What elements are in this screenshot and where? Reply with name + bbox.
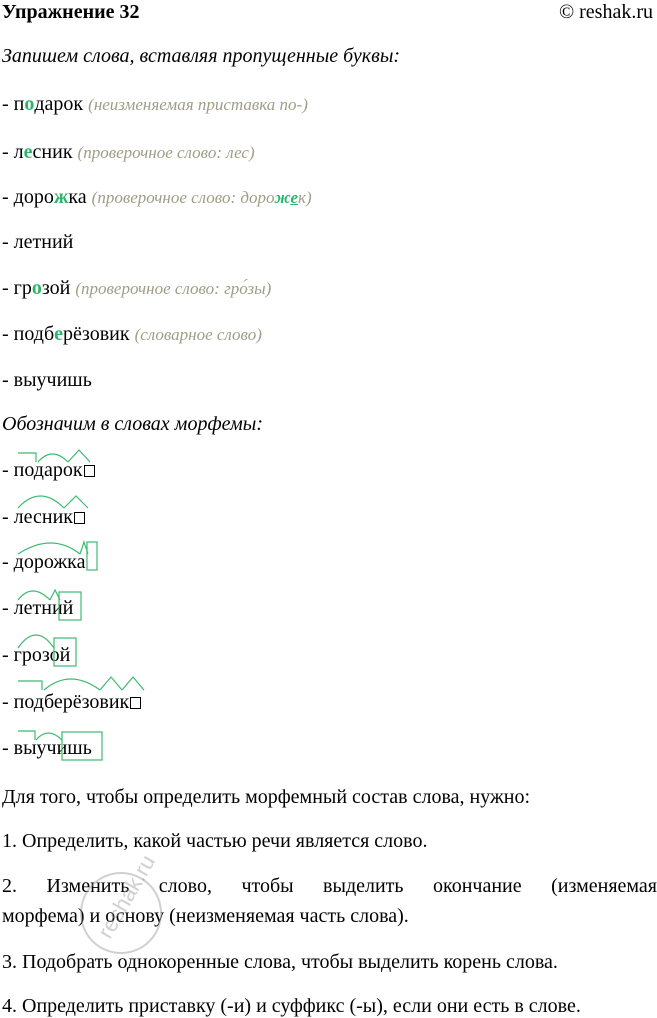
inserted-letter: е bbox=[23, 141, 33, 163]
word-item: - летний bbox=[2, 231, 74, 253]
word-hint: (проверочное слово: лес) bbox=[77, 143, 255, 162]
word-item: - грозой (проверочное слово: гро́зы) bbox=[2, 277, 272, 299]
prefix-mark bbox=[18, 453, 36, 462]
word-hint: (проверочное слово: гро́зы) bbox=[75, 279, 272, 298]
root-arc bbox=[18, 591, 50, 600]
suffix-mark bbox=[122, 677, 144, 690]
inserted-letter: о bbox=[31, 277, 42, 299]
word-item: - дорожка (проверочное слово: дорожек) bbox=[2, 186, 312, 208]
root-arc bbox=[18, 496, 64, 508]
copyright-label: © reshak.ru bbox=[558, 1, 653, 23]
morpheme-word: - летний bbox=[2, 597, 74, 619]
word-hint: (неизменяемая приставка по-) bbox=[88, 95, 308, 114]
morpheme-word: - подберёзовик bbox=[2, 690, 141, 714]
instruction-step: 4. Определить приставку (-и) и суффикс (-ы), если они есть в слове. bbox=[2, 995, 581, 1017]
root-arc bbox=[18, 635, 54, 648]
morpheme-word: - лесник bbox=[2, 505, 85, 529]
word-hint: (проверочное слово: дорожек) bbox=[91, 188, 312, 207]
prefix-mark bbox=[18, 731, 35, 740]
word-hint: (словарное слово) bbox=[134, 325, 262, 344]
root-arc bbox=[36, 733, 62, 740]
suffix-mark bbox=[68, 450, 90, 462]
morpheme-word: - дорожка bbox=[2, 551, 86, 573]
root-arc bbox=[38, 454, 68, 462]
prefix-mark bbox=[18, 681, 42, 690]
page-title: Упражнение 32 bbox=[2, 1, 140, 23]
ending-box bbox=[59, 592, 81, 620]
morpheme-word: - выучишь bbox=[2, 737, 92, 759]
word-item: - выучишь bbox=[2, 369, 92, 391]
word-item: - подберёзовик (словарное слово) bbox=[2, 323, 262, 345]
word-item: - подарок (неизменяемая приставка по-) bbox=[2, 93, 308, 115]
morpheme-word: - грозой bbox=[2, 644, 71, 666]
inserted-letter: о bbox=[24, 93, 35, 115]
instruction-step-continued: морфема) и основу (неизменяемая часть слова). bbox=[2, 905, 409, 927]
root-arc bbox=[44, 679, 100, 690]
ending-box bbox=[54, 638, 76, 666]
instruction-step: 3. Подобрать однокоренные слова, чтобы выделить корень слова. bbox=[2, 951, 558, 973]
instruction-step: 1. Определить, какой частью речи является слово. bbox=[2, 830, 428, 852]
watermark-text: reshak.ru bbox=[92, 850, 161, 943]
section-title-morphemes: Обозначим в словах морфемы: bbox=[2, 413, 263, 435]
instruction-step: 2. Изменить слово, чтобы выделить окончание (изменяемая bbox=[2, 875, 657, 897]
morpheme-word: - подарок bbox=[2, 458, 95, 482]
suffix-mark bbox=[100, 677, 122, 690]
ending-box bbox=[62, 732, 102, 760]
instructions-intro: Для того, чтобы определить морфемный состав слова, нужно: bbox=[2, 786, 531, 808]
ending-box bbox=[87, 542, 97, 570]
root-arc bbox=[18, 543, 80, 554]
suffix-mark bbox=[64, 496, 88, 508]
word-item: - лесник (проверочное слово: лес) bbox=[2, 141, 255, 163]
inserted-letter: ж bbox=[53, 186, 69, 208]
inserted-letter: е bbox=[54, 323, 64, 345]
section-title-fill-letters: Запишем слова, вставляя пропущенные буквы: bbox=[2, 45, 401, 67]
